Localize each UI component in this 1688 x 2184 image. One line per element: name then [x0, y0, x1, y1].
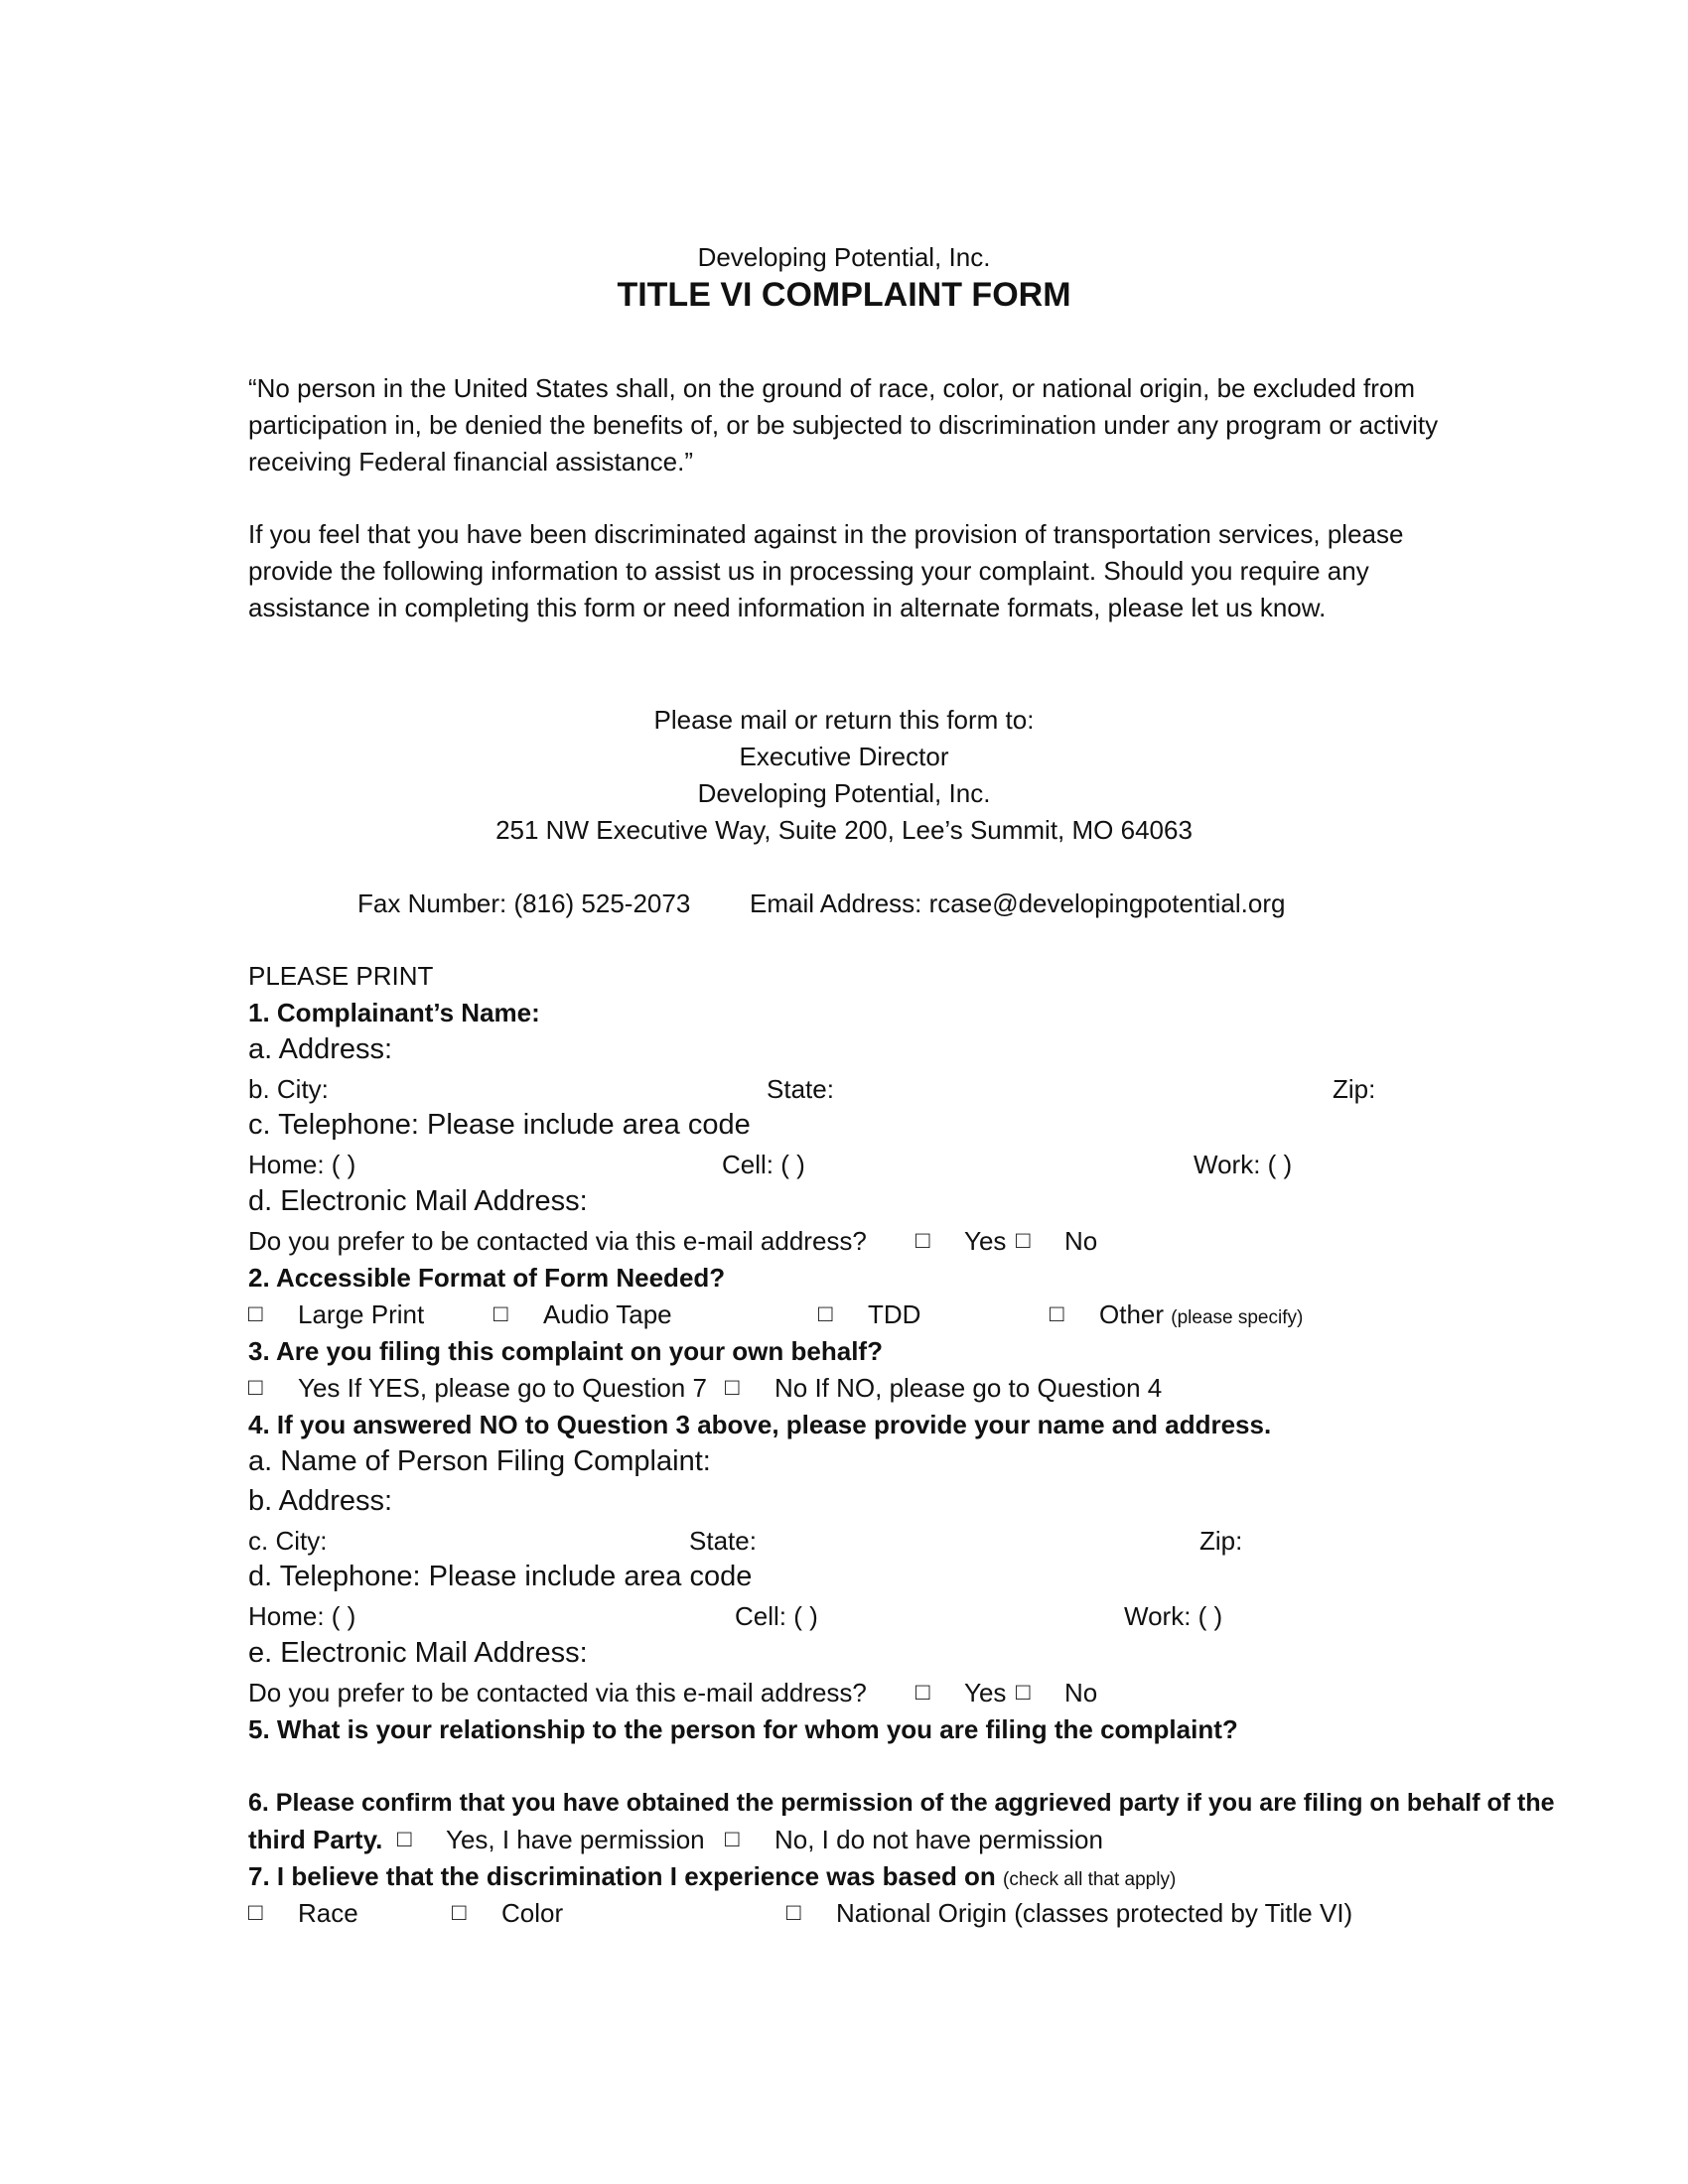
color-label: Color — [501, 1898, 564, 1928]
q4-work-phone-label: Work: ( ) — [1124, 1601, 1223, 1631]
q4-zip-label: Zip: — [1199, 1526, 1243, 1556]
race-checkbox[interactable]: □ — [248, 1899, 263, 1926]
q1-email-no-checkbox[interactable]: □ — [1016, 1227, 1031, 1254]
race-label: Race — [298, 1898, 358, 1928]
q4-email-preference-question: Do you prefer to be contacted via this e-mail address? — [248, 1678, 867, 1707]
q1-city-label: b. City: — [248, 1074, 329, 1104]
q3-yes-checkbox[interactable]: □ — [248, 1374, 263, 1401]
q4-email-no-checkbox[interactable]: □ — [1016, 1679, 1031, 1706]
q2-heading: 2. Accessible Format of Form Needed? — [248, 1263, 726, 1293]
large-print-label: Large Print — [298, 1299, 425, 1329]
q7-heading: 7. I believe that the discrimination I experience was based on — [248, 1861, 996, 1891]
large-print-checkbox[interactable]: □ — [248, 1300, 263, 1327]
q4-telephone-label: d. Telephone: Please include area code — [248, 1561, 753, 1592]
title-vi-quote: “No person in the United States shall, on the ground of race, color, or national origin, be excluded from participation in, be denied the benefits of, or be subjected to discrimination under any program or activity receiving Federal financial assistance.” — [248, 373, 1439, 477]
q4-name-label: a. Name of Person Filing Complaint: — [248, 1445, 711, 1477]
q7-note: (check all that apply) — [1003, 1869, 1177, 1890]
q3-yes-label: Yes If YES, please go to Question 7 — [298, 1373, 707, 1403]
q1-email-yes-label: Yes — [964, 1226, 1007, 1256]
national-origin-checkbox[interactable]: □ — [786, 1899, 801, 1926]
q1-email-preference-question: Do you prefer to be contacted via this e-mail address? — [248, 1226, 867, 1256]
tdd-checkbox[interactable]: □ — [818, 1300, 833, 1327]
other-format-checkbox[interactable]: □ — [1050, 1300, 1064, 1327]
q4-email-label: e. Electronic Mail Address: — [248, 1637, 588, 1669]
form-title: TITLE VI COMPLAINT FORM — [617, 276, 1071, 314]
email-address[interactable]: Email Address: rcase@developingpotential.org — [750, 888, 1286, 918]
instructions-paragraph: If you feel that you have been discriminated against in the provision of transportation services, please provide the following information to assist us in processing your complaint. Should you require any assistance in completing this form or need information in alternate formats, please let us know. — [248, 519, 1404, 622]
other-format-label — [1099, 1297, 1303, 1335]
q6-heading: 6. Please confirm that you have obtained the permission of the aggrieved party if you are filing on behalf of the — [248, 1789, 1555, 1817]
fax-number: Fax Number: (816) 525-2073 — [357, 888, 691, 918]
q1-heading: 1. Complainant’s Name: — [248, 998, 540, 1027]
q4-cell-phone-label: Cell: ( ) — [735, 1601, 818, 1631]
q4-email-yes-checkbox[interactable]: □ — [915, 1679, 930, 1706]
national-origin-label: National Origin (classes protected by Title VI) — [836, 1898, 1353, 1928]
other-format-text: Other — [1099, 1299, 1165, 1329]
q3-no-label: No If NO, please go to Question 4 — [774, 1373, 1163, 1403]
q1-state-label: State: — [767, 1074, 834, 1104]
q4-heading: 4. If you answered NO to Question 3 above, please provide your name and address. — [248, 1410, 1272, 1439]
other-format-note: (please specify) — [1171, 1307, 1304, 1328]
q6-yes-label: Yes, I have permission — [446, 1825, 705, 1854]
please-print-label: PLEASE PRINT — [248, 961, 434, 991]
organization-name: Developing Potential, Inc. — [697, 242, 991, 272]
q6-no-checkbox[interactable]: □ — [725, 1826, 740, 1852]
q4-email-no-label: No — [1064, 1678, 1098, 1707]
q1-address-label: a. Address: — [248, 1033, 393, 1065]
q1-telephone-label: c. Telephone: Please include area code — [248, 1109, 751, 1141]
q6-third-party-label: third Party. — [248, 1825, 383, 1854]
q6-yes-checkbox[interactable]: □ — [397, 1826, 412, 1852]
q6-no-label: No, I do not have permission — [774, 1825, 1103, 1854]
q1-work-phone-label: Work: ( ) — [1194, 1150, 1293, 1179]
audio-tape-checkbox[interactable]: □ — [493, 1300, 508, 1327]
mail-address: 251 NW Executive Way, Suite 200, Lee’s Summit, MO 64063 — [495, 815, 1193, 845]
q4-home-phone-label: Home: ( ) — [248, 1601, 356, 1631]
mail-organization: Developing Potential, Inc. — [697, 778, 991, 808]
q7-heading-line — [248, 1859, 1176, 1897]
color-checkbox[interactable]: □ — [452, 1899, 467, 1926]
q1-home-phone-label: Home: ( ) — [248, 1150, 356, 1179]
q4-address-label: b. Address: — [248, 1485, 393, 1517]
q3-no-checkbox[interactable]: □ — [725, 1374, 740, 1401]
q1-email-yes-checkbox[interactable]: □ — [915, 1227, 930, 1254]
q1-email-label: d. Electronic Mail Address: — [248, 1185, 588, 1217]
mail-recipient: Executive Director — [739, 742, 949, 771]
q1-email-no-label: No — [1064, 1226, 1098, 1256]
q3-heading: 3. Are you filing this complaint on your own behalf? — [248, 1336, 883, 1366]
q4-email-yes-label: Yes — [964, 1678, 1007, 1707]
q4-state-label: State: — [689, 1526, 757, 1556]
mail-to-label: Please mail or return this form to: — [653, 705, 1035, 735]
q5-heading: 5. What is your relationship to the person for whom you are filing the complaint? — [248, 1714, 1238, 1744]
q4-city-label: c. City: — [248, 1526, 328, 1556]
q1-cell-phone-label: Cell: ( ) — [722, 1150, 805, 1179]
tdd-label: TDD — [868, 1299, 921, 1329]
audio-tape-label: Audio Tape — [543, 1299, 672, 1329]
q1-zip-label: Zip: — [1333, 1074, 1376, 1104]
